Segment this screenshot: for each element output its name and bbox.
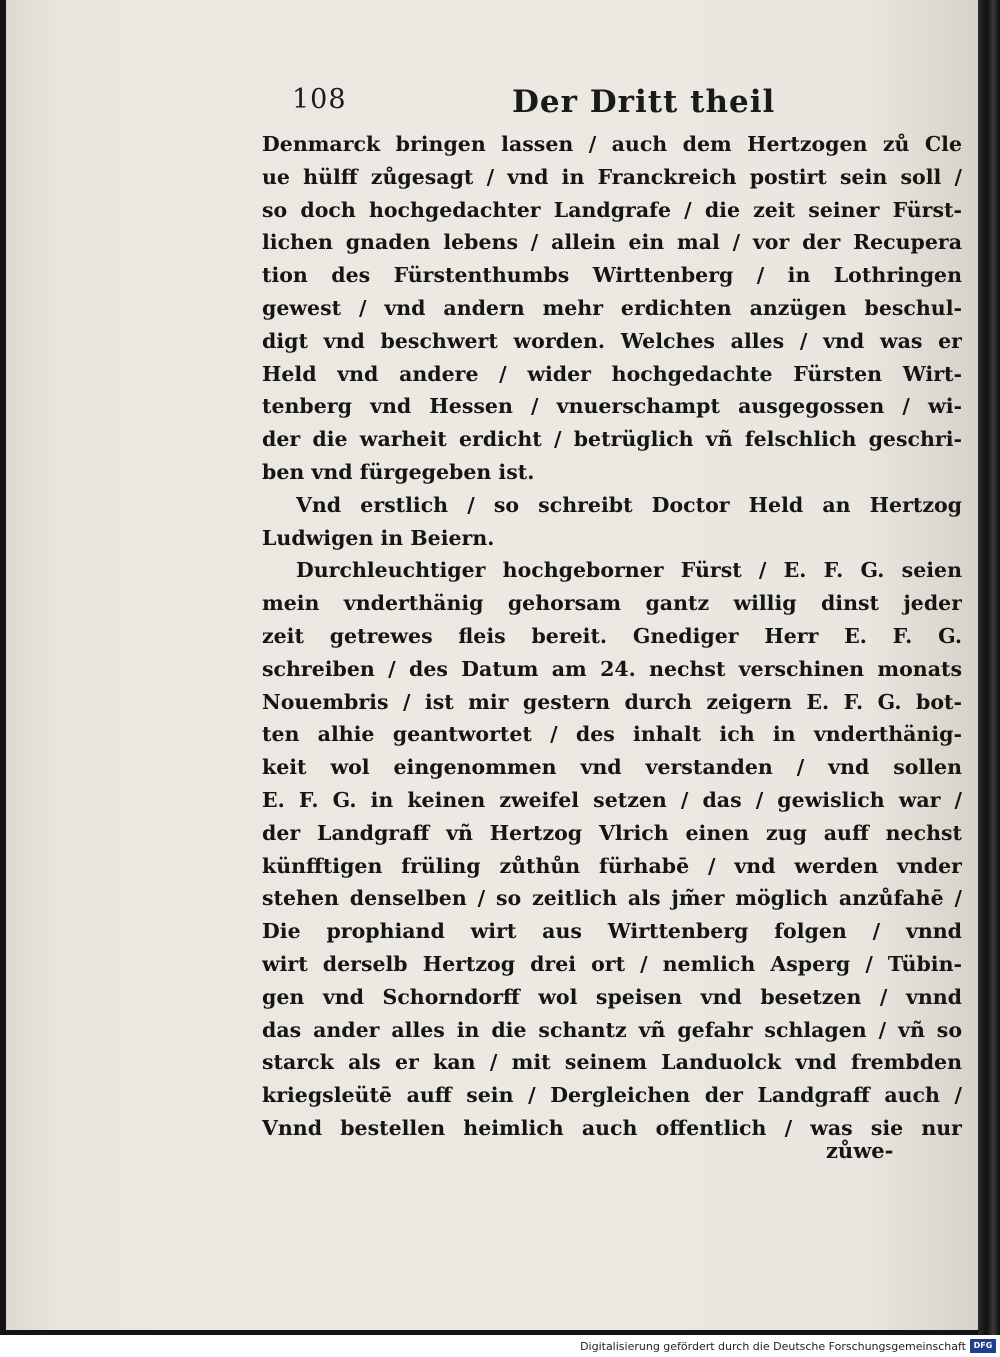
text-line: Vnnd bestellen heimlich auch offentlich / was sie nur: [262, 1115, 962, 1140]
text-line: tion des Fürstenthumbs Wirttenberg / in Lothringen: [262, 263, 962, 288]
catchword: zůwe-: [826, 1138, 894, 1163]
text-line: Vnd erstlich / so schreibt Doctor Held an Hertzog: [296, 492, 962, 517]
text-line: E. F. G. in keinen zweifel setzen / das / gewislich war /: [262, 787, 962, 812]
text-line: ue hülff zůgesagt / vnd in Franckreich postirt sein soll /: [262, 164, 962, 189]
text-line: starck als er kan / mit seinem Landuolck vnd frembden: [262, 1050, 962, 1075]
running-head: Der Dritt theil: [512, 84, 776, 120]
text-line: keit wol eingenommen vnd verstanden / vnd sollen: [262, 755, 962, 780]
body-text: [262, 128, 962, 1145]
text-line: ben vnd fürgegeben ist.: [262, 459, 535, 484]
text-line: das ander alles in die schantz vñ gefahr schlagen / vñ so: [262, 1017, 962, 1042]
text-line: der Landgraff vñ Hertzog Vlrich einen zug auff nechst: [262, 820, 962, 845]
footer-bar: [0, 1336, 1000, 1357]
text-line: Durchleuchtiger hochgeborner Fürst / E. F. G. seien: [296, 558, 962, 583]
text-line: lichen gnaden lebens / allein ein mal / vor der Recupera: [262, 230, 962, 255]
text-line: zeit getrewes fleis bereit. Gnediger Herr E. F. G.: [262, 623, 962, 648]
text-line: künfftigen früling zůthůn fürhabē / vnd werden vnder: [262, 853, 962, 878]
text-line: Nouembris / ist mir gestern durch zeigern E. F. G. bot-: [262, 689, 962, 714]
text-line: Die prophiand wirt aus Wirttenberg folgen / vnnd: [262, 919, 962, 944]
binding-edge: [978, 0, 1000, 1335]
text-line: Ludwigen in Beiern.: [262, 525, 495, 550]
text-line: gen vnd Schorndorff wol speisen vnd besetzen / vnnd: [262, 984, 962, 1009]
text-line: stehen denselben / so zeitlich als jm̃er möglich anzůfahē /: [262, 886, 962, 911]
text-line: Held vnd andere / wider hochgedachte Fürsten Wirt-: [262, 361, 962, 386]
text-line: ten alhie geantwortet / des inhalt ich in vnderthänig-: [262, 722, 962, 747]
text-line: so doch hochgedachter Landgrafe / die zeit seiner Fürst-: [262, 197, 962, 222]
text-line: gewest / vnd andern mehr erdichten anzügen beschul-: [262, 295, 962, 320]
page-header: [292, 84, 962, 124]
text-line: schreiben / des Datum am 24. nechst verschinen monats: [262, 656, 962, 681]
text-line: Denmarck bringen lassen / auch dem Hertzogen zů Cle: [262, 132, 962, 156]
dfg-logo-icon: DFG: [970, 1339, 996, 1353]
page-number: 108: [292, 84, 347, 115]
text-line: mein vnderthänig gehorsam gantz willig dinst jeder: [262, 591, 962, 616]
text-line: tenberg vnd Hessen / vnuerschampt ausgegossen / wi-: [262, 394, 962, 419]
funding-credit: Digitalisierung gefördert durch die Deutsche Forschungsgemeinschaft: [580, 1340, 966, 1353]
text-line: der die warheit erdicht / betrüglich vñ felschlich geschri-: [262, 427, 962, 452]
text-line: wirt derselb Hertzog drei ort / nemlich Asperg / Tübin-: [262, 951, 962, 976]
text-line: kriegsleütē auff sein / Dergleichen der Landgraff auch /: [262, 1083, 962, 1108]
text-line: digt vnd beschwert worden. Welches alles / vnd was er: [262, 328, 962, 353]
